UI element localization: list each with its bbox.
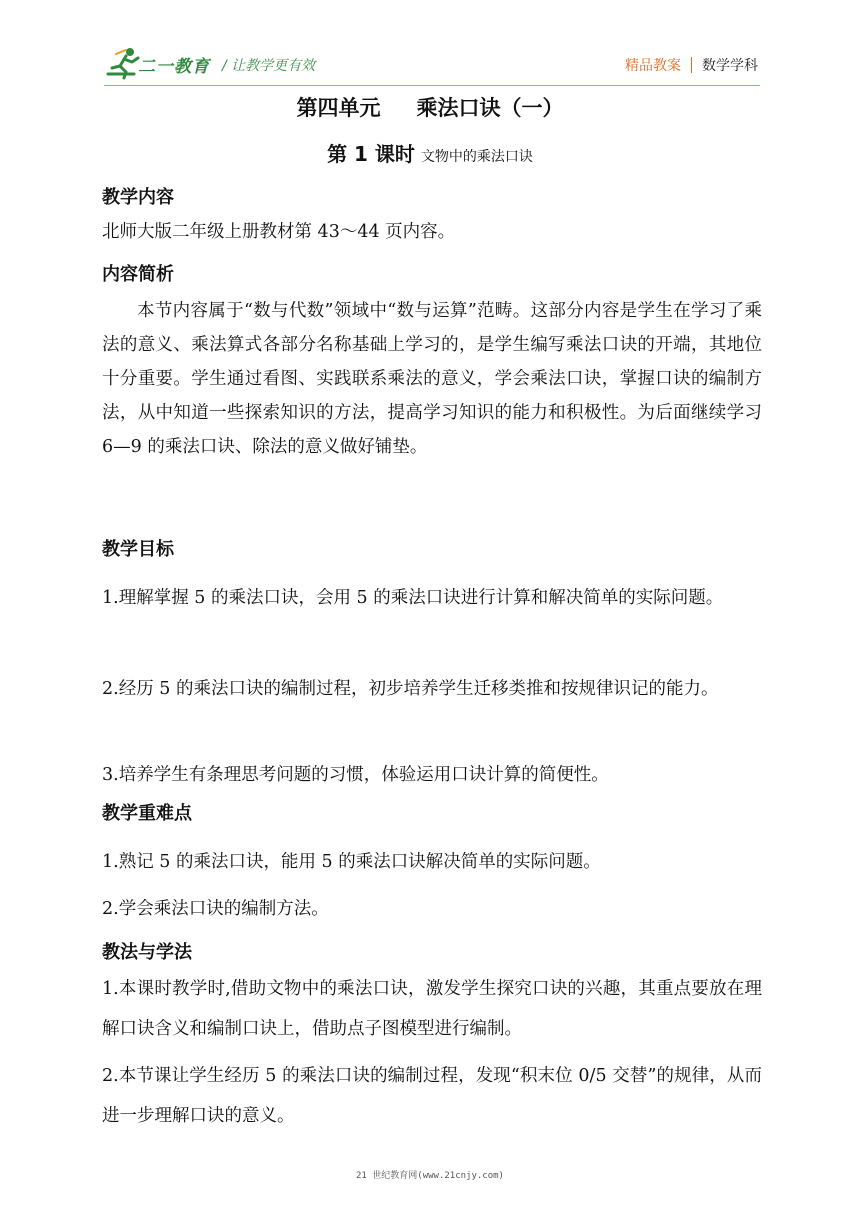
unit-label: 第四单元 bbox=[296, 96, 381, 120]
brand-label: 精品教案 bbox=[625, 58, 681, 74]
header-divider bbox=[691, 57, 692, 73]
goal-item-2: 2.经历 5 的乘法口诀的编制过程，初步培养学生迁移类推和按规律识记的能力。 bbox=[102, 679, 719, 699]
analysis-text: 本节内容属于“数与代数”领域中“数与运算”范畴。这部分内容是学生在学习了乘法的意义、乘法算式各部分名称基础上学习的，是学生编写乘法口诀的开端，其地位十分重要。学生通过看图、实践联系乘法的意义，学会乘法口诀，掌握口诀的编制方法，从中知道一些探索知识的方法，提高学习知识的能力和积极性。为后面继续学习 6—9 的乘法口诀、除法的意义做好铺垫。 bbox=[102, 301, 762, 457]
lesson-number: 第 1 课时 bbox=[327, 142, 415, 166]
section-heading-goals: 教学目标 bbox=[102, 539, 174, 560]
section-heading-methods: 教法与学法 bbox=[102, 942, 192, 963]
goal-item-3: 3.培养学生有条理思考问题的习惯，体验运用口诀计算的简便性。 bbox=[102, 765, 609, 785]
key-point-1: 1.熟记 5 的乘法口诀，能用 5 的乘法口诀解决简单的实际问题。 bbox=[102, 852, 601, 872]
unit-name: 乘法口诀（一） bbox=[416, 96, 564, 120]
method-item-2: 2.本节课让学生经历 5 的乘法口诀的编制过程，发现“积末位 0/5 交替”的规律，从而进一步理解口诀的意义。 bbox=[102, 1066, 762, 1126]
header-right bbox=[625, 55, 758, 75]
logo-text: 二一教育 bbox=[138, 57, 210, 77]
header-rule bbox=[104, 85, 760, 86]
lesson-subtitle bbox=[0, 138, 860, 167]
subject-label: 数学学科 bbox=[702, 58, 758, 74]
page-header bbox=[0, 0, 860, 86]
lesson-topic: 文物中的乘法口诀 bbox=[420, 149, 533, 165]
section-heading-analysis: 内容简析 bbox=[102, 264, 174, 285]
goal-item-1: 1.理解掌握 5 的乘法口诀，会用 5 的乘法口诀进行计算和解决简单的实际问题。 bbox=[102, 588, 724, 608]
section-heading-key-points: 教学重难点 bbox=[102, 803, 192, 824]
page-title bbox=[0, 92, 860, 122]
slogan: / 让教学更有效 bbox=[222, 58, 316, 74]
content-text: 北师大版二年级上册教材第 43～44 页内容。 bbox=[102, 222, 456, 242]
page-footer: 21 世纪教育网(www.21cnjy.com) bbox=[356, 1171, 504, 1181]
section-heading-content: 教学内容 bbox=[102, 187, 174, 208]
key-point-2: 2.学会乘法口诀的编制方法。 bbox=[102, 899, 329, 919]
method-item-1: 1.本课时教学时,借助文物中的乘法口诀，激发学生探究口诀的兴趣，其重点要放在理解口诀含义和编制口诀上，借助点子图模型进行编制。 bbox=[102, 979, 762, 1039]
